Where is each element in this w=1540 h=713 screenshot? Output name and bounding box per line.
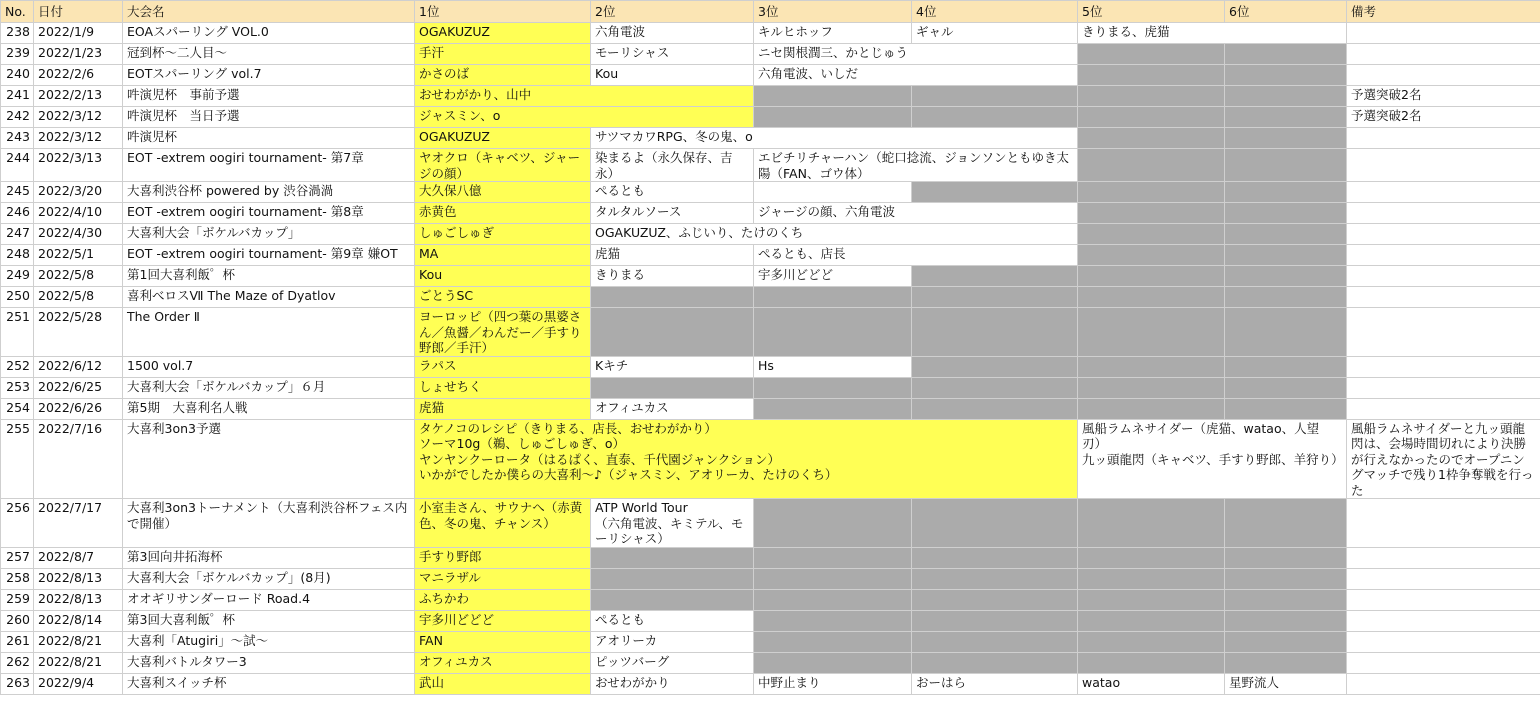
- cell-result[interactable]: [1347, 44, 1540, 65]
- cell-result[interactable]: [1078, 589, 1225, 610]
- cell-result[interactable]: 宇多川どどど: [415, 610, 591, 631]
- cell-result[interactable]: オフィユカス: [415, 652, 591, 673]
- cell-result[interactable]: OGAKUZUZ: [415, 128, 591, 149]
- cell-result[interactable]: [912, 398, 1078, 419]
- cell-date[interactable]: 2022/3/13: [34, 149, 123, 182]
- cell-result[interactable]: [1078, 128, 1225, 149]
- cell-result[interactable]: [1078, 224, 1225, 245]
- cell-no[interactable]: 259: [1, 589, 34, 610]
- cell-event-name[interactable]: 大喜利渋谷杯 powered by 渋谷渦渦: [123, 182, 415, 203]
- table-row: [1, 266, 1540, 287]
- cell-result[interactable]: [912, 568, 1078, 589]
- cell-result[interactable]: [912, 589, 1078, 610]
- cell-result[interactable]: [1347, 610, 1540, 631]
- cell-event-name[interactable]: 吽演児杯 当日予選: [123, 107, 415, 128]
- cell-no[interactable]: 240: [1, 65, 34, 86]
- cell-event-name[interactable]: 吽演児杯 事前予選: [123, 86, 415, 107]
- cell-result[interactable]: [1225, 547, 1347, 568]
- cell-result[interactable]: ニセ関根潤三、かとじゅう: [754, 44, 1078, 65]
- cell-result[interactable]: [591, 287, 754, 308]
- cell-result[interactable]: [1078, 287, 1225, 308]
- cell-result[interactable]: [912, 266, 1078, 287]
- header-event-name[interactable]: 大会名: [123, 1, 415, 23]
- cell-result[interactable]: きりまる: [591, 266, 754, 287]
- cell-date[interactable]: 2022/8/7: [34, 547, 123, 568]
- cell-result[interactable]: [1078, 107, 1225, 128]
- cell-result[interactable]: 風船ラムネサイダーと九ッ頭龍閃は、会場時間切れにより決勝が行えなかったのでオープニングマッチで残り1枠争奪戦を行った: [1347, 419, 1540, 499]
- cell-date[interactable]: 2022/5/8: [34, 287, 123, 308]
- cell-result[interactable]: [912, 610, 1078, 631]
- cell-result[interactable]: マニラザル: [415, 568, 591, 589]
- cell-result[interactable]: [754, 589, 912, 610]
- table-row: [1, 23, 1540, 44]
- cell-result[interactable]: [912, 182, 1078, 203]
- cell-event-name[interactable]: 第3回向井拓海杯: [123, 547, 415, 568]
- cell-no[interactable]: 257: [1, 547, 34, 568]
- cell-date[interactable]: 2022/3/12: [34, 128, 123, 149]
- cell-result[interactable]: [1225, 107, 1347, 128]
- cell-result[interactable]: [1347, 245, 1540, 266]
- cell-result[interactable]: [1347, 224, 1540, 245]
- cell-result[interactable]: モーリシャス: [591, 44, 754, 65]
- cell-result[interactable]: [912, 547, 1078, 568]
- cell-result[interactable]: [1347, 589, 1540, 610]
- cell-result[interactable]: [1225, 203, 1347, 224]
- cell-result[interactable]: [1347, 23, 1540, 44]
- cell-date[interactable]: 2022/8/13: [34, 568, 123, 589]
- cell-no[interactable]: 250: [1, 287, 34, 308]
- cell-result[interactable]: [1347, 65, 1540, 86]
- cell-event-name[interactable]: EOT -extrem oogiri tournament- 第9章 嫌OT: [123, 245, 415, 266]
- cell-date[interactable]: 2022/5/28: [34, 308, 123, 357]
- cell-event-name[interactable]: EOT -extrem oogiri tournament- 第8章: [123, 203, 415, 224]
- header-notes[interactable]: 備考: [1347, 1, 1540, 23]
- cell-result[interactable]: タルタルソース: [591, 203, 754, 224]
- cell-result[interactable]: [1225, 266, 1347, 287]
- cell-result[interactable]: [1078, 547, 1225, 568]
- cell-result[interactable]: きりまる、虎猫: [1078, 23, 1347, 44]
- table-row: [1, 308, 1540, 357]
- cell-result[interactable]: [1347, 652, 1540, 673]
- cell-result[interactable]: [1347, 128, 1540, 149]
- cell-result[interactable]: ヨーロッピ（四つ葉の黒婆さん／魚醤／わんだー／手すり野郎／手汗）: [415, 308, 591, 357]
- cell-result[interactable]: [1078, 266, 1225, 287]
- cell-no[interactable]: 246: [1, 203, 34, 224]
- cell-result[interactable]: FAN: [415, 631, 591, 652]
- cell-result[interactable]: キルヒホッフ: [754, 23, 912, 44]
- cell-result[interactable]: [1347, 203, 1540, 224]
- cell-event-name[interactable]: 大喜利大会「ボケルバカップ」: [123, 224, 415, 245]
- header-4th[interactable]: 4位: [912, 1, 1078, 23]
- cell-result[interactable]: ジャージの顔、六角電波: [754, 203, 1078, 224]
- cell-event-name[interactable]: 大喜利大会「ボケルバカップ」(8月): [123, 568, 415, 589]
- cell-result[interactable]: [1078, 245, 1225, 266]
- cell-result[interactable]: 大久保八億: [415, 182, 591, 203]
- cell-result[interactable]: [754, 610, 912, 631]
- cell-result[interactable]: [1347, 398, 1540, 419]
- cell-no[interactable]: 243: [1, 128, 34, 149]
- cell-date[interactable]: 2022/5/8: [34, 266, 123, 287]
- table-row: [1, 107, 1540, 128]
- cell-result[interactable]: [754, 547, 912, 568]
- cell-result[interactable]: ヤオクロ（キャベツ、ジャージの顔）: [415, 149, 591, 182]
- cell-result[interactable]: しょせちく: [415, 377, 591, 398]
- cell-result[interactable]: [1347, 266, 1540, 287]
- table-row: [1, 673, 1540, 694]
- cell-result[interactable]: [1078, 652, 1225, 673]
- header-row: [1, 1, 1540, 23]
- cell-result[interactable]: [754, 398, 912, 419]
- cell-no[interactable]: 245: [1, 182, 34, 203]
- cell-date[interactable]: 2022/7/17: [34, 499, 123, 548]
- header-date[interactable]: 日付: [34, 1, 123, 23]
- cell-no[interactable]: 244: [1, 149, 34, 182]
- cell-event-name[interactable]: 冠到杯〜二人目〜: [123, 44, 415, 65]
- cell-result[interactable]: 中野止まり: [754, 673, 912, 694]
- cell-result[interactable]: [1225, 44, 1347, 65]
- cell-result[interactable]: [1225, 499, 1347, 548]
- cell-result[interactable]: [1347, 631, 1540, 652]
- cell-date[interactable]: 2022/9/4: [34, 673, 123, 694]
- cell-result[interactable]: [912, 356, 1078, 377]
- table-row: [1, 568, 1540, 589]
- cell-result[interactable]: エビチリチャーハン（蛇口捻流、ジョンソンともゆき太陽（FAN、ゴウ体）: [754, 149, 1078, 182]
- cell-no[interactable]: 254: [1, 398, 34, 419]
- cell-result[interactable]: [754, 107, 912, 128]
- cell-date[interactable]: 2022/7/16: [34, 419, 123, 499]
- cell-result[interactable]: [1078, 631, 1225, 652]
- cell-event-name[interactable]: 大喜利「Atugiri」〜試〜: [123, 631, 415, 652]
- cell-result[interactable]: アオリーカ: [591, 631, 754, 652]
- cell-result[interactable]: [1078, 65, 1225, 86]
- cell-event-name[interactable]: EOTスパーリング vol.7: [123, 65, 415, 86]
- cell-event-name[interactable]: EOT -extrem oogiri tournament- 第7章: [123, 149, 415, 182]
- cell-result[interactable]: [1225, 86, 1347, 107]
- cell-result[interactable]: [1225, 149, 1347, 182]
- cell-result[interactable]: [591, 589, 754, 610]
- cell-result[interactable]: [1078, 499, 1225, 548]
- cell-result[interactable]: ぺるとも: [591, 610, 754, 631]
- cell-no[interactable]: 262: [1, 652, 34, 673]
- cell-event-name[interactable]: 1500 vol.7: [123, 356, 415, 377]
- cell-result[interactable]: [1078, 149, 1225, 182]
- cell-result[interactable]: 染まるよ（永久保存、吉永）: [591, 149, 754, 182]
- cell-date[interactable]: 2022/3/12: [34, 107, 123, 128]
- cell-result[interactable]: [754, 182, 912, 203]
- cell-event-name[interactable]: The Order Ⅱ: [123, 308, 415, 357]
- cell-result[interactable]: 六角電波: [591, 23, 754, 44]
- cell-result[interactable]: [912, 499, 1078, 548]
- cell-result[interactable]: [1225, 245, 1347, 266]
- cell-result[interactable]: [1347, 182, 1540, 203]
- cell-result[interactable]: [1225, 356, 1347, 377]
- cell-date[interactable]: 2022/1/9: [34, 23, 123, 44]
- cell-result[interactable]: [1225, 631, 1347, 652]
- cell-result[interactable]: 手汗: [415, 44, 591, 65]
- cell-result[interactable]: ぺるとも: [591, 182, 754, 203]
- table-row: [1, 65, 1540, 86]
- cell-result[interactable]: 予選突破2名: [1347, 86, 1540, 107]
- cell-result[interactable]: [1347, 149, 1540, 182]
- header-3rd[interactable]: 3位: [754, 1, 912, 23]
- cell-result[interactable]: [912, 107, 1078, 128]
- cell-result[interactable]: Kキチ: [591, 356, 754, 377]
- cell-result[interactable]: [1347, 499, 1540, 548]
- cell-result[interactable]: [1347, 308, 1540, 357]
- cell-event-name[interactable]: 喜利べロスⅦ The Maze of Dyatlov: [123, 287, 415, 308]
- cell-result[interactable]: OGAKUZUZ: [415, 23, 591, 44]
- header-1st[interactable]: 1位: [415, 1, 591, 23]
- cell-result[interactable]: [1347, 287, 1540, 308]
- cell-result[interactable]: [1347, 547, 1540, 568]
- cell-result[interactable]: [754, 568, 912, 589]
- cell-result[interactable]: おーはら: [912, 673, 1078, 694]
- cell-date[interactable]: 2022/8/14: [34, 610, 123, 631]
- cell-result[interactable]: [1078, 308, 1225, 357]
- cell-no[interactable]: 261: [1, 631, 34, 652]
- cell-result[interactable]: [1078, 203, 1225, 224]
- cell-result[interactable]: watao: [1078, 673, 1225, 694]
- cell-no[interactable]: 256: [1, 499, 34, 548]
- cell-result[interactable]: [912, 86, 1078, 107]
- cell-result[interactable]: サツマカワRPG、冬の鬼、o: [591, 128, 1078, 149]
- table-row: [1, 356, 1540, 377]
- cell-event-name[interactable]: 大喜利3on3トーナメント（大喜利渋谷杯フェス内で開催）: [123, 499, 415, 548]
- cell-result[interactable]: ピッツバーグ: [591, 652, 754, 673]
- table-row: [1, 547, 1540, 568]
- cell-result[interactable]: 赤黄色: [415, 203, 591, 224]
- cell-result[interactable]: [1078, 44, 1225, 65]
- cell-result[interactable]: OGAKUZUZ、ふじいり、たけのくち: [591, 224, 1078, 245]
- cell-result[interactable]: [1078, 356, 1225, 377]
- cell-event-name[interactable]: 第5期 大喜利名人戦: [123, 398, 415, 419]
- cell-result[interactable]: ごとうSC: [415, 287, 591, 308]
- cell-no[interactable]: 252: [1, 356, 34, 377]
- cell-no[interactable]: 249: [1, 266, 34, 287]
- cell-event-name[interactable]: EOAスパーリング VOL.0: [123, 23, 415, 44]
- cell-no[interactable]: 255: [1, 419, 34, 499]
- cell-result[interactable]: [1078, 86, 1225, 107]
- cell-result[interactable]: [1225, 65, 1347, 86]
- cell-result[interactable]: [591, 568, 754, 589]
- table-row: [1, 203, 1540, 224]
- cell-result[interactable]: オフィユカス: [591, 398, 754, 419]
- cell-result[interactable]: [1078, 398, 1225, 419]
- cell-result[interactable]: ジャスミン、o: [415, 107, 754, 128]
- table-row: [1, 419, 1540, 499]
- cell-result[interactable]: [1225, 182, 1347, 203]
- cell-date[interactable]: 2022/6/25: [34, 377, 123, 398]
- cell-result[interactable]: おせわがかり、山中: [415, 86, 754, 107]
- cell-result[interactable]: 虎猫: [591, 245, 754, 266]
- cell-event-name[interactable]: オオギリサンダーロード Road.4: [123, 589, 415, 610]
- cell-result[interactable]: [1225, 568, 1347, 589]
- cell-no[interactable]: 248: [1, 245, 34, 266]
- cell-result[interactable]: [1347, 377, 1540, 398]
- cell-date[interactable]: 2022/2/6: [34, 65, 123, 86]
- cell-result[interactable]: [754, 308, 912, 357]
- table-row: [1, 589, 1540, 610]
- cell-result[interactable]: ギャル: [912, 23, 1078, 44]
- cell-date[interactable]: 2022/6/26: [34, 398, 123, 419]
- cell-result[interactable]: 小室圭さん、サウナへ（赤黄色、冬の鬼、チャンス）: [415, 499, 591, 548]
- cell-result[interactable]: [1347, 673, 1540, 694]
- cell-date[interactable]: 2022/1/23: [34, 44, 123, 65]
- cell-event-name[interactable]: 第3回大喜利飯゜杯: [123, 610, 415, 631]
- sheet-body: [1, 23, 1540, 695]
- cell-result[interactable]: [754, 377, 912, 398]
- header-6th[interactable]: 6位: [1225, 1, 1347, 23]
- cell-result[interactable]: ATP World Tour （六角電波、キミテル、モーリシャス）: [591, 499, 754, 548]
- cell-result[interactable]: [1225, 377, 1347, 398]
- table-row: [1, 631, 1540, 652]
- cell-result[interactable]: [754, 652, 912, 673]
- cell-result[interactable]: [912, 287, 1078, 308]
- header-no[interactable]: No.: [1, 1, 34, 23]
- cell-date[interactable]: 2022/5/1: [34, 245, 123, 266]
- cell-result[interactable]: [1078, 610, 1225, 631]
- cell-result[interactable]: [754, 499, 912, 548]
- cell-result[interactable]: [1347, 568, 1540, 589]
- cell-result[interactable]: しゅごしゅぎ: [415, 224, 591, 245]
- cell-result[interactable]: ラパス: [415, 356, 591, 377]
- table-row: [1, 149, 1540, 182]
- cell-result[interactable]: Kou: [415, 266, 591, 287]
- cell-result[interactable]: [1225, 398, 1347, 419]
- table-row: [1, 224, 1540, 245]
- cell-result[interactable]: 風船ラムネサイダー（虎猫、watao、人望刃） 九ッ頭龍閃（キャベツ、手すり野郎、羊狩り）: [1078, 419, 1347, 499]
- cell-date[interactable]: 2022/4/10: [34, 203, 123, 224]
- header-5th[interactable]: 5位: [1078, 1, 1225, 23]
- cell-result[interactable]: 武山: [415, 673, 591, 694]
- cell-result[interactable]: [1225, 308, 1347, 357]
- cell-result[interactable]: ぺるとも、店長: [754, 245, 1078, 266]
- cell-result[interactable]: [591, 308, 754, 357]
- cell-event-name[interactable]: 大喜利3on3予選: [123, 419, 415, 499]
- cell-result[interactable]: [1225, 589, 1347, 610]
- cell-result[interactable]: 予選突破2名: [1347, 107, 1540, 128]
- table-row: [1, 610, 1540, 631]
- table-row: [1, 128, 1540, 149]
- cell-result[interactable]: 星野流人: [1225, 673, 1347, 694]
- cell-event-name[interactable]: 第1回大喜利飯゜杯: [123, 266, 415, 287]
- cell-result[interactable]: [912, 308, 1078, 357]
- table-row: [1, 499, 1540, 548]
- cell-result[interactable]: [754, 631, 912, 652]
- cell-no[interactable]: 238: [1, 23, 34, 44]
- cell-result[interactable]: [1078, 182, 1225, 203]
- cell-date[interactable]: 2022/3/20: [34, 182, 123, 203]
- cell-no[interactable]: 263: [1, 673, 34, 694]
- cell-event-name[interactable]: 大喜利バトルタワー3: [123, 652, 415, 673]
- cell-result[interactable]: 虎猫: [415, 398, 591, 419]
- table-row: [1, 44, 1540, 65]
- cell-result[interactable]: 六角電波、いしだ: [754, 65, 1078, 86]
- cell-event-name[interactable]: 大喜利大会「ボケルバカップ」６月: [123, 377, 415, 398]
- cell-date[interactable]: 2022/6/12: [34, 356, 123, 377]
- cell-event-name[interactable]: 吽演児杯: [123, 128, 415, 149]
- cell-result[interactable]: MA: [415, 245, 591, 266]
- cell-result[interactable]: [1347, 356, 1540, 377]
- cell-no[interactable]: 260: [1, 610, 34, 631]
- table-row: [1, 287, 1540, 308]
- table-row: [1, 398, 1540, 419]
- cell-result[interactable]: [754, 287, 912, 308]
- cell-result[interactable]: Kou: [591, 65, 754, 86]
- cell-date[interactable]: 2022/2/13: [34, 86, 123, 107]
- cell-result[interactable]: [1225, 224, 1347, 245]
- cell-result[interactable]: [1225, 128, 1347, 149]
- table-row: [1, 377, 1540, 398]
- cell-no[interactable]: 253: [1, 377, 34, 398]
- cell-date[interactable]: 2022/4/30: [34, 224, 123, 245]
- cell-result[interactable]: ふちかわ: [415, 589, 591, 610]
- cell-result[interactable]: かさのば: [415, 65, 591, 86]
- cell-result[interactable]: [912, 377, 1078, 398]
- cell-no[interactable]: 242: [1, 107, 34, 128]
- cell-result[interactable]: [912, 652, 1078, 673]
- cell-no[interactable]: 251: [1, 308, 34, 357]
- cell-result[interactable]: [1225, 610, 1347, 631]
- cell-result[interactable]: タケノコのレシピ（きりまる、店長、おせわがかり） ソーマ10g（鵜、しゅごしゅぎ、o） ヤンヤンクーロータ（はるぱく、直泰、千代園ジャンクション） いかがでしたか僕らの大喜利〜♪（ジャスミン、アオリーカ、たけのくち）: [415, 419, 1078, 499]
- table-row: [1, 86, 1540, 107]
- cell-event-name[interactable]: 大喜利スイッチ杯: [123, 673, 415, 694]
- cell-date[interactable]: 2022/8/13: [34, 589, 123, 610]
- cell-no[interactable]: 247: [1, 224, 34, 245]
- cell-result[interactable]: Hs: [754, 356, 912, 377]
- cell-result[interactable]: [591, 547, 754, 568]
- cell-date[interactable]: 2022/8/21: [34, 631, 123, 652]
- cell-result[interactable]: [1225, 287, 1347, 308]
- cell-result[interactable]: 手すり野郎: [415, 547, 591, 568]
- cell-no[interactable]: 239: [1, 44, 34, 65]
- header-2nd[interactable]: 2位: [591, 1, 754, 23]
- table-row: [1, 182, 1540, 203]
- cell-date[interactable]: 2022/8/21: [34, 652, 123, 673]
- cell-result[interactable]: [1078, 377, 1225, 398]
- cell-result[interactable]: [754, 86, 912, 107]
- cell-result[interactable]: [912, 631, 1078, 652]
- table-row: [1, 652, 1540, 673]
- cell-result[interactable]: [1078, 568, 1225, 589]
- cell-no[interactable]: 241: [1, 86, 34, 107]
- cell-result[interactable]: [591, 377, 754, 398]
- cell-result[interactable]: [1225, 652, 1347, 673]
- cell-no[interactable]: 258: [1, 568, 34, 589]
- table-row: [1, 245, 1540, 266]
- cell-result[interactable]: おせわがかり: [591, 673, 754, 694]
- cell-result[interactable]: 宇多川どどど: [754, 266, 912, 287]
